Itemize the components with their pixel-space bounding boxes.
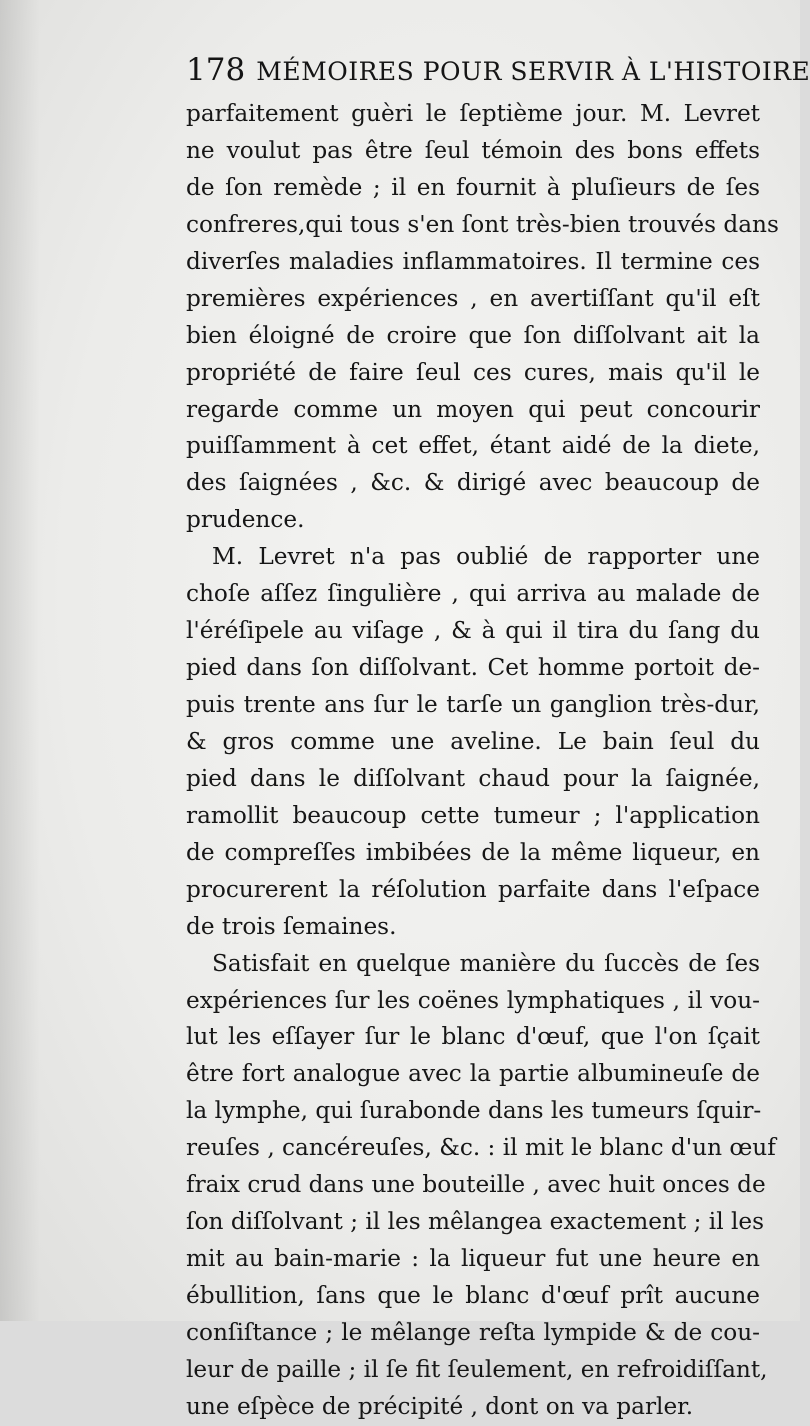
text-line: une eſpèce de précipité , dont on va parler. [186, 1392, 694, 1420]
text-line: expériences ſur les coënes lymphatiques , il vou- [186, 986, 760, 1014]
text-line: puiſſamment à cet effet, étant aidé de la diete, [186, 432, 760, 460]
page-header [186, 52, 810, 88]
text-line: de compreſſes imbibées de la même liqueur, en [186, 838, 760, 866]
text-line: des ſaignées , &c. & dirigé avec beaucoup de [186, 469, 760, 497]
text-line: procurerent la réſolution parfaite dans l'eſpace [186, 875, 760, 903]
text-line: regarde comme un moyen qui peut concourir [186, 395, 760, 423]
paragraph-start-line: Satisfait en quelque manière du ſuccès de ſes [212, 949, 760, 977]
text-line: reuſes , cancéreuſes, &c. : il mit le blanc d'un œuf [186, 1134, 776, 1162]
paragraph-end-line: de trois ſemaines. [186, 912, 397, 940]
text-line: lut les eſſayer ſur le blanc d'œuf, que l'on ſçait [186, 1023, 760, 1051]
gutter-shadow [0, 0, 40, 1321]
text-line: puis trente ans ſur le tarſe un ganglion très-dur, [186, 691, 760, 718]
text-line: la lymphe, qui ſurabonde dans les tumeurs ſquir- [186, 1097, 762, 1125]
text-line: diverſes maladies inflammatoires. Il termine ces [186, 247, 760, 275]
paragraph-end-line: prudence. [186, 506, 305, 534]
text-line: l'éréſipele au viſage , & à qui il tira du ſang du [186, 617, 760, 645]
text-line: pied dans le diſſolvant chaud pour la ſaignée, [186, 764, 760, 792]
text-line: être fort analogue avec la partie albumineuſe de [186, 1060, 760, 1088]
text-line: leur de paille ; il ſe fit ſeulement, en refroidiſſant, [186, 1355, 768, 1383]
text-line: pied dans ſon diſſolvant. Cet homme portoit de- [186, 654, 760, 682]
body-text [186, 96, 779, 1426]
text-line: ébullition, ſans que le blanc d'œuf prît aucune [186, 1282, 760, 1309]
text-line: confreres,qui tous s'en ſont très-bien trouvés dans [186, 210, 779, 238]
text-line: conſiſtance ; le mêlange reſta lympide & de cou- [186, 1318, 760, 1346]
text-line: de ſon remède ; il en fournit à pluſieurs de ſes [186, 173, 760, 201]
text-line: propriété de faire ſeul ces cures, mais qu'il le [186, 358, 760, 386]
text-line: ramollit beaucoup cette tumeur ; l'application [186, 801, 760, 829]
page-number: 178 [186, 52, 246, 88]
text-line: mit au bain-marie : la liqueur fut une heure en [186, 1245, 760, 1273]
text-line: & gros comme une aveline. Le bain ſeul du [186, 727, 760, 755]
text-line: parfaitement guèri le ſeptième jour. M. Levret [186, 100, 760, 127]
text-line: ſon diſſolvant ; il les mêlangea exactement ; il les [186, 1208, 765, 1236]
text-line: bien éloigné de croire que ſon diſſolvant ait la [186, 321, 760, 349]
text-line: choſe aſſez ſingulière , qui arriva au malade de [186, 580, 760, 608]
text-line: fraix crud dans une bouteille , avec huit onces de [186, 1171, 766, 1199]
text-line: ne voulut pas être ſeul témoin des bons effets [186, 136, 760, 164]
text-line: premières expériences , en avertiſſant qu'il eſt [186, 284, 760, 312]
paragraph-start-line: M. Levret n'a pas oublié de rapporter une [212, 543, 760, 571]
running-head: MÉMOIRES POUR SERVIR À L'HISTOIRE [256, 57, 810, 86]
